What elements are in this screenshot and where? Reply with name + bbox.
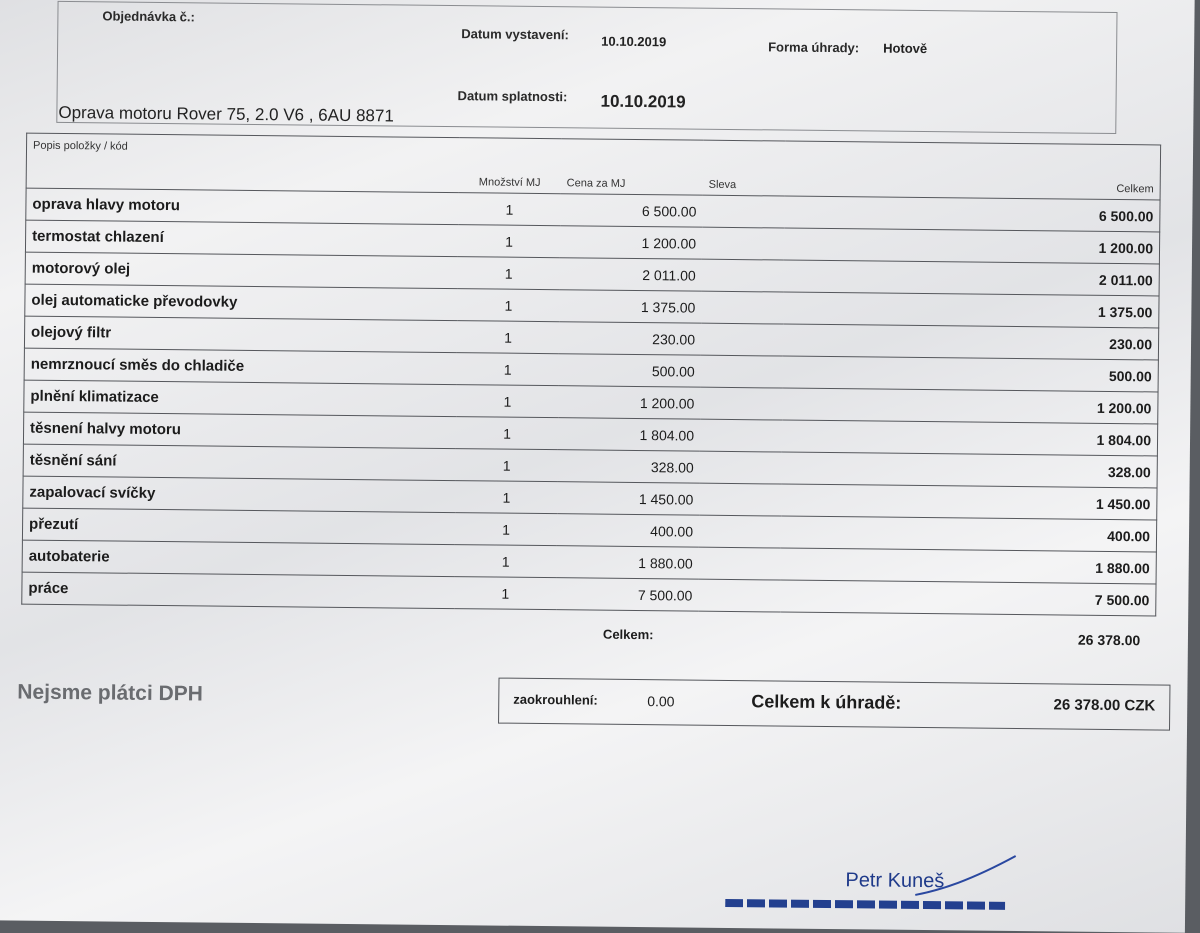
item-total: 328.00 — [782, 452, 1158, 488]
item-quantity: 1 — [456, 385, 558, 418]
item-unit-price: 1 200.00 — [558, 386, 700, 419]
item-unit-price: 7 500.00 — [556, 578, 698, 611]
item-discount — [701, 355, 783, 388]
item-unit-price: 6 500.00 — [560, 194, 702, 227]
item-name: těsnění sání — [23, 444, 456, 481]
item-name: plnění klimatizace — [24, 380, 457, 417]
item-unit-price: 400.00 — [557, 514, 699, 547]
col-quantity: Množství MJ — [459, 138, 562, 194]
item-total: 1 804.00 — [782, 420, 1158, 456]
item-unit-price: 328.00 — [558, 450, 700, 483]
item-unit-price: 500.00 — [559, 354, 701, 387]
item-total: 1 450.00 — [781, 484, 1157, 520]
item-quantity: 1 — [457, 321, 559, 354]
item-name: nemrznoucí směs do chladiče — [24, 348, 457, 385]
item-discount — [701, 323, 783, 356]
item-quantity: 1 — [457, 289, 559, 322]
due-date-value: 10.10.2019 — [600, 91, 686, 112]
item-name: přezutí — [22, 508, 455, 545]
item-discount — [699, 483, 781, 516]
item-unit-price: 1 804.00 — [558, 418, 700, 451]
item-discount — [700, 451, 782, 484]
item-total: 2 011.00 — [784, 260, 1160, 296]
item-name: zapalovací svíčky — [23, 476, 456, 513]
payment-method-value: Hotově — [883, 40, 928, 57]
item-name: práce — [22, 572, 455, 609]
item-total: 6 500.00 — [784, 196, 1160, 232]
item-quantity: 1 — [455, 545, 557, 578]
item-discount — [700, 387, 782, 420]
col-description: Popis položky / kód — [26, 133, 459, 193]
item-total: 500.00 — [783, 356, 1159, 392]
payment-summary-box — [498, 678, 1170, 731]
subtotal-value: 26 378.00 — [1077, 631, 1141, 649]
item-quantity: 1 — [458, 257, 560, 290]
item-discount — [699, 515, 781, 548]
col-discount: Sleva — [703, 140, 786, 196]
rounding-value: 0.00 — [647, 693, 675, 710]
amount-due-label: Celkem k úhradě: — [751, 691, 902, 713]
item-quantity: 1 — [458, 225, 560, 258]
item-unit-price: 1 880.00 — [557, 546, 699, 579]
due-date-label: Datum splatnosti: — [457, 88, 568, 105]
item-discount — [702, 195, 784, 228]
issue-date-value: 10.10.2019 — [601, 33, 667, 50]
item-discount — [701, 291, 783, 324]
item-total: 1 375.00 — [783, 292, 1159, 328]
issue-date-label: Datum vystavení: — [461, 26, 569, 43]
items-table — [21, 133, 1161, 617]
item-quantity: 1 — [457, 353, 559, 386]
item-total: 1 880.00 — [781, 548, 1157, 584]
item-unit-price: 1 450.00 — [557, 482, 699, 515]
item-unit-price: 1 375.00 — [559, 290, 701, 323]
item-total: 7 500.00 — [780, 580, 1156, 616]
rounding-label: zaokrouhlení: — [513, 691, 598, 708]
item-unit-price: 2 011.00 — [560, 258, 702, 291]
item-total: 230.00 — [783, 324, 1159, 360]
item-quantity: 1 — [458, 193, 560, 226]
item-name: oprava hlavy motoru — [26, 188, 459, 225]
col-total: Celkem — [785, 141, 1161, 200]
item-name: motorový olej — [25, 252, 458, 289]
stamp-icon — [725, 893, 1005, 910]
item-discount — [702, 259, 784, 292]
signature-name: Petr Kuneš — [845, 869, 945, 893]
order-number-label: Objednávka č.: — [102, 8, 195, 25]
item-name: olej automaticke převodovky — [25, 284, 458, 321]
item-unit-price: 230.00 — [559, 322, 701, 355]
item-discount — [698, 579, 780, 612]
subtotal-label: Celkem: — [602, 626, 654, 643]
item-unit-price: 1 200.00 — [560, 226, 702, 259]
amount-due-value: 26 378.00 CZK — [1053, 696, 1156, 715]
item-total: 1 200.00 — [784, 228, 1160, 264]
item-name: autobaterie — [22, 540, 455, 577]
item-quantity: 1 — [456, 449, 558, 482]
item-name: olejový filtr — [24, 316, 457, 353]
item-discount — [700, 419, 782, 452]
item-quantity: 1 — [454, 577, 556, 610]
item-name: termostat chlazení — [25, 220, 458, 257]
item-discount — [699, 547, 781, 580]
vat-note: Nejsme plátci DPH — [17, 680, 204, 706]
invoice-title: Oprava motoru Rover 75, 2.0 V6 , 6AU 8871 — [58, 102, 394, 126]
col-unit-price: Cena za MJ — [561, 139, 704, 195]
item-discount — [702, 227, 784, 260]
item-total: 1 200.00 — [782, 388, 1158, 424]
item-name: těsnení halvy motoru — [23, 412, 456, 449]
item-total: 400.00 — [781, 516, 1157, 552]
item-quantity: 1 — [455, 481, 557, 514]
item-quantity: 1 — [455, 513, 557, 546]
payment-method-label: Forma úhrady: — [768, 39, 860, 56]
item-quantity: 1 — [456, 417, 558, 450]
